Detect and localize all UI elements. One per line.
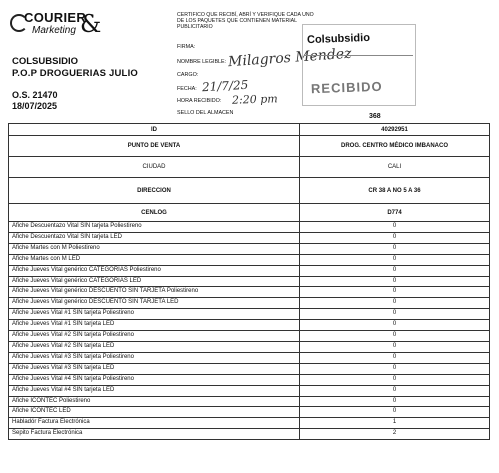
item-name: Afiche Jueves Vital genérico CATEGORIAS Poliestireno <box>9 265 300 276</box>
item-quantity: 2 <box>300 429 490 440</box>
punto-row <box>9 136 490 157</box>
direccion-row <box>9 178 490 204</box>
item-quantity: 0 <box>300 276 490 287</box>
id-label: ID <box>9 124 300 136</box>
item-quantity: 0 <box>300 309 490 320</box>
item-name: Afiche Jueves Vital #3 SIN tarjeta Poliestireno <box>9 352 300 363</box>
item-name: Habladór Factura Electrónica <box>9 418 300 429</box>
direccion-value: CR 38 A NO 5 A 36 <box>300 178 490 204</box>
table-row <box>9 418 490 429</box>
id-value: 40292951 <box>300 124 490 136</box>
item-name: Afiche ICONTEC Poliestireno <box>9 396 300 407</box>
hora-label: HORA RECIBIDO: <box>177 98 222 104</box>
item-quantity: 0 <box>300 363 490 374</box>
table-row <box>9 331 490 342</box>
pop-title: P.O.P DROGUERIAS JULIO <box>12 68 138 79</box>
table-row <box>9 298 490 309</box>
table-row <box>9 396 490 407</box>
item-name: Afiche Jueves Vital #2 SIN tarjeta Poliestireno <box>9 331 300 342</box>
cenlog-label: CENLOG <box>9 204 300 222</box>
item-name: Afiche Jueves Vital #2 SIN tarjeta LED <box>9 341 300 352</box>
item-quantity: 0 <box>300 374 490 385</box>
item-name: Afiche Jueves Vital genérico DESCUENTO SIN TARJETA Poliestireno <box>9 287 300 298</box>
item-name: Afiche Jueves Vital #1 SIN tarjeta LED <box>9 320 300 331</box>
item-name: Afiche Jueves Vital #4 SIN tarjeta Poliestireno <box>9 374 300 385</box>
item-name: Afiche ICONTEC LED <box>9 407 300 418</box>
item-quantity: 0 <box>300 287 490 298</box>
ciudad-label: CIUDAD <box>9 157 300 178</box>
table-row <box>9 232 490 243</box>
item-quantity: 0 <box>300 243 490 254</box>
punto-value: DROG. CENTRO MÉDICO IMBANACO <box>300 136 490 157</box>
sello-label: SELLO DEL ALMACEN <box>177 110 234 116</box>
fecha-handwritten: 21/7/25 <box>201 77 249 95</box>
logo-ampersand: & <box>80 10 102 38</box>
cenlog-row <box>9 204 490 222</box>
cargo-label: CARGO: <box>177 72 199 78</box>
document-date: 18/07/2025 <box>12 101 58 111</box>
item-name: Afiche Descuentazo Vital SIN tarjeta Poliestireno <box>9 222 300 233</box>
nombre-handwritten: Milagros Mendez <box>227 45 353 71</box>
table-row <box>9 320 490 331</box>
item-name: Afiche Jueves Vital #3 SIN tarjeta LED <box>9 363 300 374</box>
item-name: Afiche Jueves Vital #4 SIN tarjeta LED <box>9 385 300 396</box>
item-quantity: 0 <box>300 407 490 418</box>
hora-handwritten: 2:20 pm <box>231 92 278 107</box>
order-number: O.S. 21470 <box>12 90 58 100</box>
item-quantity: 0 <box>300 232 490 243</box>
item-name: Afiche Martes con M Poliestireno <box>9 243 300 254</box>
courier-marketing-logo <box>10 10 100 42</box>
item-name: Sepito Factura Electrónica <box>9 429 300 440</box>
cenlog-value: D774 <box>300 204 490 222</box>
ciudad-value: CALI <box>300 157 490 178</box>
fecha-label: FECHA: <box>177 86 197 92</box>
firma-label: FIRMA: <box>177 44 196 50</box>
company-name: COLSUBSIDIO <box>12 56 78 67</box>
stamp-received-text: RECIBIDO <box>310 78 383 97</box>
item-quantity: 0 <box>300 331 490 342</box>
item-quantity: 0 <box>300 341 490 352</box>
direccion-label: DIRECCION <box>9 178 300 204</box>
table-row <box>9 309 490 320</box>
item-quantity: 0 <box>300 396 490 407</box>
table-number: 368 <box>369 113 381 120</box>
table-row <box>9 363 490 374</box>
ciudad-row <box>9 157 490 178</box>
item-name: Afiche Jueves Vital genérico DESCUENTO SIN TARJETA LED <box>9 298 300 309</box>
table-row <box>9 385 490 396</box>
table-row <box>9 352 490 363</box>
table-row <box>9 341 490 352</box>
nombre-label: NOMBRE LEGIBLE: <box>177 59 227 65</box>
item-quantity: 0 <box>300 254 490 265</box>
logo-courier-text: COURIER <box>24 10 87 25</box>
item-quantity: 0 <box>300 385 490 396</box>
item-name: Afiche Descuentazo Vital SIN tarjeta LED <box>9 232 300 243</box>
item-quantity: 0 <box>300 298 490 309</box>
logo-marketing-text: Marketing <box>32 25 76 36</box>
stamp-brand: Colsubsidio <box>306 31 371 47</box>
item-name: Afiche Martes con M LED <box>9 254 300 265</box>
table-row <box>9 254 490 265</box>
table-row <box>9 287 490 298</box>
table-row <box>9 429 490 440</box>
item-quantity: 0 <box>300 320 490 331</box>
table-row <box>9 276 490 287</box>
punto-label: PUNTO DE VENTA <box>9 136 300 157</box>
item-name: Afiche Jueves Vital genérico CATEGORIAS LED <box>9 276 300 287</box>
item-quantity: 0 <box>300 265 490 276</box>
material-table <box>8 123 490 440</box>
table-row <box>9 222 490 233</box>
stamp-divider <box>305 55 413 56</box>
received-stamp <box>302 24 416 106</box>
table-row <box>9 374 490 385</box>
table-row <box>9 243 490 254</box>
item-name: Afiche Jueves Vital #1 SIN tarjeta Poliestireno <box>9 309 300 320</box>
item-quantity: 0 <box>300 352 490 363</box>
table-row <box>9 265 490 276</box>
id-row <box>9 124 490 136</box>
item-quantity: 0 <box>300 222 490 233</box>
item-quantity: 1 <box>300 418 490 429</box>
certificate-text: CERTIFICO QUE RECIBÍ, ABRÍ Y VERIFIQUE CADA UNO DE LOS PAQUETES QUE CONTIENEN MATERIAL PUBLICITARIO <box>177 12 314 30</box>
table-row <box>9 407 490 418</box>
